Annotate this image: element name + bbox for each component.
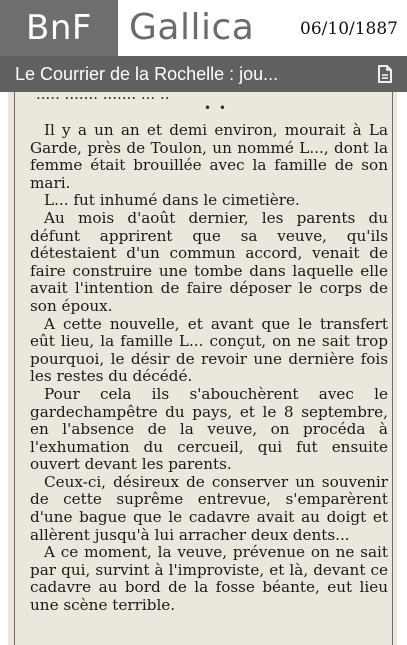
column-rule-left bbox=[14, 92, 15, 645]
cut-off-text-line: ..... ....... ....... ... .. bbox=[36, 92, 170, 103]
document-title[interactable]: Le Courrier de la Rochelle : jou... bbox=[15, 64, 279, 84]
bnf-logo[interactable]: BnF bbox=[0, 0, 118, 56]
gallica-header bbox=[0, 0, 407, 56]
article-paragraph: L... fut inhumé dans le cimetière. bbox=[44, 191, 300, 210]
article-paragraph: Pour cela ils s'abouchèrent avec le gardechampêtre du pays, et le 8 septembre, en l'absence de la veuve, on procéda à l'exhumation du cercueil, qui fut ensuite ouvert devant les parents. bbox=[30, 384, 388, 474]
document-title-bar bbox=[0, 56, 407, 92]
article-separator: • • bbox=[204, 101, 228, 115]
gallica-brand[interactable]: Gallica bbox=[129, 7, 255, 48]
document-date: 06/10/1887 bbox=[300, 19, 398, 39]
article-paragraph: Au mois d'août dernier, les parents du défunt apprirent que sa veuve, qu'ils détestaient d'un commun accord, venait de faire construire une tombe dans laquelle elle avait l'intention de faire déposer le corps de son époux. bbox=[30, 208, 388, 315]
article-text bbox=[30, 122, 388, 615]
article-paragraph: Il y a un an et demi environ, mourait à La Garde, près de Toulon, un nommé L..., dont la femme était brouillée avec la famille de son mari. bbox=[30, 121, 388, 192]
document-icon[interactable] bbox=[376, 64, 394, 84]
column-rule-right bbox=[392, 92, 393, 645]
article-paragraph: A ce moment, la veuve, prévenue on ne sait par qui, survint à l'improviste, et là, devant ce cadavre au bord de la fosse béante, eut lieu une scène terrible. bbox=[30, 543, 388, 615]
article-paragraph: Ceux-ci, désireux de conserver un souvenir de cette suprême entrevue, s'emparèrent d'une bague que le cadavre avait au doigt et allèrent jusqu'à lui arracher deux dents... bbox=[30, 472, 388, 544]
newspaper-page-viewer[interactable] bbox=[8, 92, 397, 645]
article-paragraph: A cette nouvelle, et avant que le transfert eût lieu, la famille L... conçut, on ne sait trop pourquoi, le désir de revoir une dernière fois les restes du décédé. bbox=[30, 314, 388, 386]
